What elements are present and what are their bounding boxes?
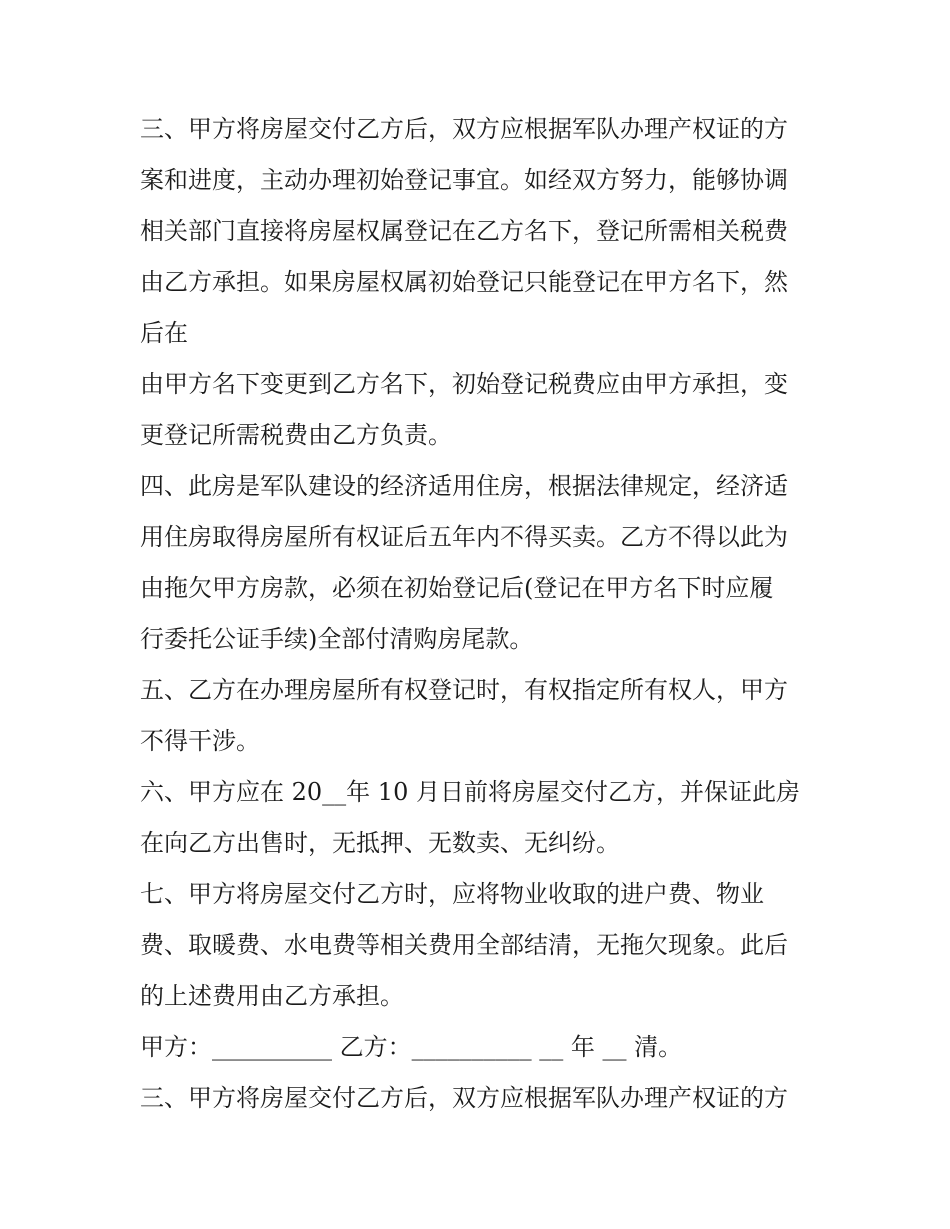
text-line: 后在 [140, 319, 188, 347]
text-line: 用住房取得房屋所有权证后五年内不得买卖。乙方不得以此为 [140, 523, 788, 551]
text-line: 在向乙方出售时，无抵押、无数卖、无纠纷。 [140, 829, 620, 857]
document-body [140, 104, 812, 1124]
text-line: 的上述费用由乙方承担。 [140, 982, 404, 1010]
text-line: 行委托公证手续)全部付清购房尾款。 [140, 625, 534, 653]
text-line: 四、此房是军队建设的经济适用住房，根据法律规定，经济适 [140, 472, 788, 500]
text-line: 更登记所需税费由乙方负责。 [140, 421, 452, 449]
text-line: 由拖欠甲方房款，必须在初始登记后(登记在甲方名下时应履 [140, 574, 774, 602]
text-line: 五、乙方在办理房屋所有权登记时，有权指定所有权人，甲方 [140, 676, 788, 704]
text-line: 七、甲方将房屋交付乙方时，应将物业收取的进户费、物业 [140, 880, 764, 908]
text-line: 三、甲方将房屋交付乙方后，双方应根据军队办理产权证的方 [140, 115, 788, 143]
text-line: 相关部门直接将房屋权属登记在乙方名下，登记所需相关税费 [140, 217, 788, 245]
text-line: 六、甲方应在 20__年 10 月日前将房屋交付乙方，并保证此房 [140, 778, 800, 806]
text-line: 由乙方承担。如果房屋权属初始登记只能登记在甲方名下，然 [140, 268, 788, 296]
text-line: 三、甲方将房屋交付乙方后，双方应根据军队办理产权证的方 [140, 1084, 788, 1112]
text-line: 由甲方名下变更到乙方名下，初始登记税费应由甲方承担，变 [140, 370, 788, 398]
signature-line: 甲方：__________ 乙方：__________ __ 年 __ 清。 [140, 1033, 683, 1061]
text-line: 费、取暖费、水电费等相关费用全部结清，无拖欠现象。此后 [140, 931, 788, 959]
text-line: 案和进度，主动办理初始登记事宜。如经双方努力，能够协调 [140, 166, 788, 194]
text-line: 不得干涉。 [140, 727, 260, 755]
